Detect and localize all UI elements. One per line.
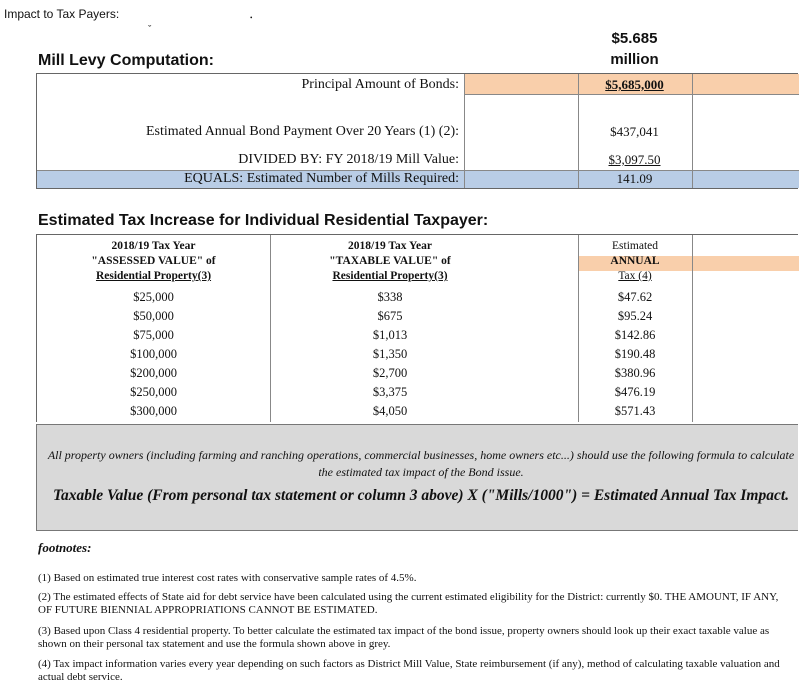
taxable-cell: $675	[377, 309, 403, 323]
principal-value: $5,685,000	[605, 77, 664, 92]
payment-label: Estimated Annual Bond Payment Over 20 Years (1) (2):	[145, 124, 459, 139]
mill-levy-table	[36, 73, 798, 189]
mill-value-label: DIVIDED BY: FY 2018/19 Mill Value:	[238, 152, 459, 167]
footnote-4: (4) Tax impact information varies every year depending on such factors as District Mill Value, State reimbursement (if any), method of calculating taxable valuation and actual debt service.	[38, 658, 780, 683]
taxable-cell: $4,050	[372, 404, 408, 418]
tax-cell: $142.86	[614, 328, 656, 342]
assessed-cell: $75,000	[133, 328, 174, 342]
tax-cell: $571.43	[614, 404, 656, 418]
assessed-cell: $50,000	[133, 309, 174, 323]
section-label: Impact to Tax Payers:	[4, 7, 120, 21]
estimated-tax-title: Estimated Tax Increase for Individual Residential Taxpayer:	[38, 212, 489, 229]
taxable-cell: $2,700	[372, 366, 408, 380]
taxable-cell: $3,375	[372, 385, 408, 399]
formula-box	[36, 424, 798, 531]
mills-required-label: EQUALS: Estimated Number of Mills Required:	[184, 171, 459, 186]
stray-mark: ˬ	[148, 16, 152, 27]
stray-mark: •	[250, 14, 253, 22]
mills-required-value: 141.09	[616, 171, 653, 186]
assessed-cell: $300,000	[130, 404, 177, 418]
bond-amount-summary	[578, 28, 691, 70]
formula-note: All property owners (including farming and ranching operations, commercial businesses, home owners etc...) should use the following formula to calculate the estimated tax impact of the Bond issue.	[47, 448, 795, 479]
tax-cell: $47.62	[617, 290, 653, 304]
tax-cell: $476.19	[614, 385, 656, 399]
tax-cell: $190.48	[614, 347, 656, 361]
assessed-value-header: 2018/19 Tax Year "ASSESSED VALUE" of Residential Property(3)	[91, 240, 216, 282]
taxable-cell: $1,350	[372, 347, 408, 361]
footnotes-title: footnotes:	[38, 540, 92, 555]
assessed-cell: $250,000	[130, 385, 177, 399]
footnote-3: (3) Based upon Class 4 residential property. To better calculate the estimated tax impact of the bond issue, property owners should look up their exact taxable value as shown on their personal tax statement and use the formula shown above in grey.	[38, 625, 770, 650]
taxable-cell: $338	[377, 290, 403, 304]
bond-amount: $5.685	[611, 30, 658, 47]
footnote-1: (1) Based on estimated true interest cost rates with conservative sample rates of 4.5%.	[38, 572, 417, 584]
tax-cell: $95.24	[617, 309, 653, 323]
footnote-2: (2) The estimated effects of State aid for debt service have been calculated using the current estimated eligibility for the District: currently $0. THE AMOUNT, IF ANY, OF FUTURE BIENNIAL APPROPRIATIONS CANNOT BE ESTIMATED.	[38, 591, 779, 616]
formula-text: Taxable Value (From personal tax statement or column 3 above) X ("Mills/1000") = Estimated Annual Tax Impact.	[52, 487, 790, 504]
assessed-cell: $100,000	[130, 347, 177, 361]
taxable-value-header: 2018/19 Tax Year "TAXABLE VALUE" of Residential Property(3)	[329, 240, 451, 282]
annual-tax-header: Estimated ANNUAL Tax (4)	[610, 240, 660, 282]
tax-cell: $380.96	[614, 366, 656, 380]
payment-value: $437,041	[610, 124, 659, 139]
assessed-cell: $25,000	[133, 290, 174, 304]
mill-value: $3,097.50	[608, 152, 661, 167]
bond-amount-unit: million	[610, 51, 659, 68]
taxable-cell: $1,013	[372, 328, 408, 342]
estimated-tax-table	[36, 234, 798, 422]
mill-levy-title: Mill Levy Computation:	[38, 52, 214, 69]
principal-label: Principal Amount of Bonds:	[301, 77, 459, 92]
assessed-cell: $200,000	[130, 366, 177, 380]
